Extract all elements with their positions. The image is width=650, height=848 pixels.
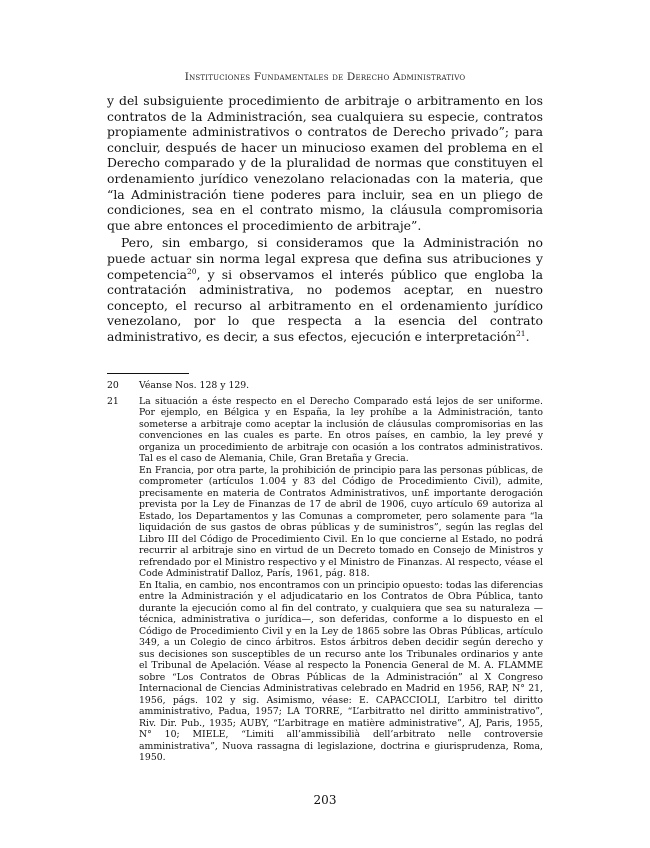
paragraph-2 xyxy=(107,235,543,344)
paragraph-1: y del subsiguiente procedimiento de arbitraje o arbitramento en los contratos de la Administración, sea cualquiera su especie, contratos propiamente administrativos o contratos de Derecho privado”; para concluir, después de hacer un minucioso examen del problema en el Derecho comparado y de la pluralidad de normas que constituyen el ordenamiento jurídico venezolano relacionadas con la materia, que “la Administración tiene poderes para incluir, sea en un pliego de condiciones, sea en el contrato mismo, la cláusula compromisoria que abre entonces el procedimiento de arbitraje”. xyxy=(107,93,543,233)
footnote-text xyxy=(139,380,543,392)
footnote-paragraph: En Francia, por otra parte, la prohibición de principio para las personas públicas, de comprometer (artículos 1.004 y 83 del Código de Procedimiento Civil), admite, precisamente en materia de Contratos Administrativos, un£ importante derogación prevista por la Ley de Finanzas de 17 de abril de 1906, cuyo artículo 69 autoriza al Estado, los Departamentos y las Comunas a comprometer, pero solamente para “la liquidación de sus gastos de obras públicas y de suministros”, según las reglas del Libro III del Código de Procedimiento Civil. En lo que concierne al Estado, no podrá recurrir al arbitraje sino en virtud de un Decreto tomado en Consejo de Ministros y refrendado por el Ministro respectivo y el Ministro de Finanzas. Al respecto, véase el Code Administratif Dalloz, París, 1961, pág. 818. xyxy=(139,464,543,579)
footnote-paragraph: La situación a éste respecto en el Derecho Comparado está lejos de ser uniforme. Por ejemplo, en Bélgica y en España, la ley prohíbe a la Administración, tanto someterse a arbitraje como aceptar la inclusión de cláusulas compromisorias en las convenciones en las cuales es parte. En otros países, en cambio, la ley prevé y organiza un procedimiento de arbitraje con ocasión a los contratos administrativos. Tal es el caso de Alemania, Chile, Gran Bretaña y Grecia. xyxy=(139,395,543,464)
paragraph-2-part-a: Pero, sin embargo, si consideramos que la Administración no puede actuar sin norma legal expresa que defina sus atribuciones y competencia xyxy=(107,235,543,282)
footnote-separator xyxy=(107,373,189,374)
footnote-text xyxy=(139,396,543,764)
footnote-ref-20[interactable]: 20 xyxy=(187,266,197,276)
footnote-21 xyxy=(107,396,543,764)
main-text xyxy=(107,93,543,345)
page-number: 203 xyxy=(313,793,337,807)
footnotes xyxy=(107,380,543,768)
paragraph-2-part-c: . xyxy=(525,328,530,344)
footnote-paragraph: En Italia, en cambio, nos encontramos con un principio opuesto: todas las diferencias entre la Administración y el adjudicatario en los Contratos de Obra Pública, tanto durante la ejecución como al fin del contrato, y cualquiera que sea su naturaleza — técnica, administrativa o jurídica—, son deferidas, conforme a lo dispuesto en el Código de Procedimiento Civil y en la Ley de 1865 sobre las Obras Públicas, artículo 349, a un Colegio de cinco árbitros. Estos árbitros deben decidir según derecho y sus decisiones son susceptibles de un recurso ante los Tribunales ordinarios y ante el Tribunal de Apelación. Véase al respecto la Ponencia General de M. A. FLAMME sobre “Los Contratos de Obras Públicas de la Administración” al X Congreso Internacional de Ciencias Administrativas celebrado en Madrid en 1956, RAP, N° 21, 1956, págs. 102 y sig. Asimismo, véase: E. CAPACCIOLI, L’arbitro tel diritto amministrativo, Padua, 1957; LA TORRE, “L’arbitratto nel diritto amministrativo”, Riv. Dir. Pub., 1935; AUBY, “L’arbitrage en matière administrative”, AJ, Paris, 1955, N° 10; MIELE, “Limiti all’ammissibilià dell’arbitrato nelle controversie amministrativa”, Nuova rassagna di legislazione, doctrina e giurisprudenza, Roma, 1950. xyxy=(139,579,543,763)
footnote-ref-21[interactable]: 21 xyxy=(516,328,526,338)
footnote-number: 20 xyxy=(107,380,119,391)
footnote-20 xyxy=(107,380,543,392)
running-head: Instituciones Fundamentales de Derecho Administrativo xyxy=(184,71,466,83)
paragraph-2-part-b: , y si observamos el interés público que engloba la contratación administrativa, no podemos aceptar, en nuestro concepto, el recurso al arbitramento en el ordenamiento jurídico venezolano, por lo que respecta a la esencia del contrato administrativo, es decir, a sus efectos, ejecución e interpretación xyxy=(107,266,543,344)
footnote-paragraph: Véanse Nos. 128 y 129. xyxy=(139,380,250,391)
footnote-number: 21 xyxy=(107,395,119,407)
